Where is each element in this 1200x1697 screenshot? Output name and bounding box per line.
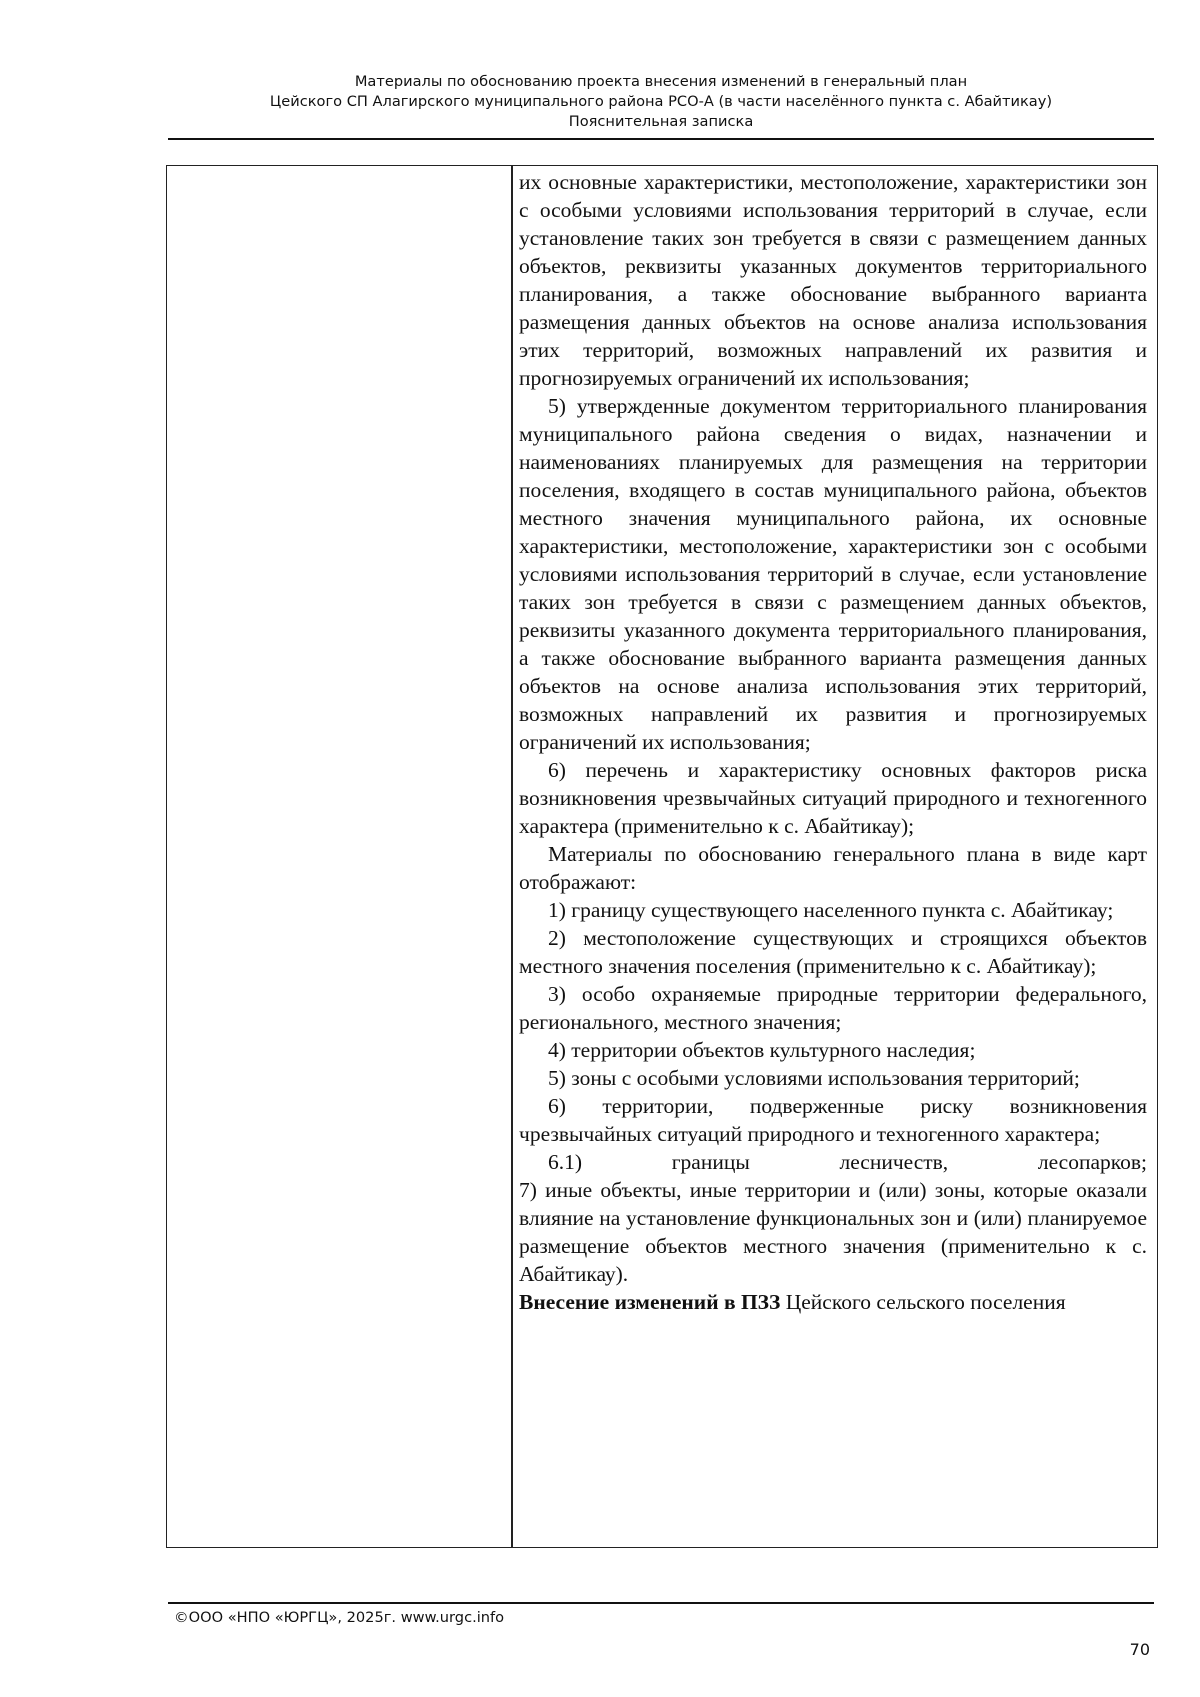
paragraph: 5) утвержденные документом территориального планирования муниципального района сведения о видах, назначении и наименованиях планируемых для размещения на территории поселения, входящего в состав муниципального района, объектов местного значения муниципального района, их основные характеристики, местоположение, характеристики зон с особыми условиями использования территорий в случае, если установление таких зон требуется в связи с размещением данных объектов, реквизиты указанного документа территориального планирования, а также обоснование выбранного варианта размещения данных объектов на основе анализа использования этих территорий, возможных направлений их развития и прогнозируемых ограничений их использования; bbox=[519, 394, 1147, 754]
page-number: 70 bbox=[1129, 1640, 1150, 1659]
header-line-3: Пояснительная записка bbox=[568, 113, 754, 130]
content-table bbox=[166, 165, 1158, 1548]
table-cell-right bbox=[519, 168, 1147, 1316]
header-divider bbox=[168, 138, 1154, 140]
column-divider bbox=[511, 166, 513, 1547]
header-line-2: Цейского СП Алагирского муниципального района РСО-А (в части населённого пункта с. Абайтикау) bbox=[269, 93, 1053, 110]
paragraph: 6) перечень и характеристику основных факторов риска возникновения чрезвычайных ситуаций природного и техногенного характера (применительно к с. Абайтикау); bbox=[519, 758, 1147, 838]
paragraph: Материалы по обоснованию генерального плана в виде карт отображают: bbox=[519, 842, 1147, 894]
list-item: 3) особо охраняемые природные территории федерального, регионального, местного значения; bbox=[519, 982, 1147, 1034]
header-line-1: Материалы по обоснованию проекта внесения изменений в генеральный план bbox=[354, 73, 968, 90]
footer-divider bbox=[168, 1602, 1154, 1604]
list-item: 7) иные объекты, иные территории и (или) зоны, которые оказали влияние на установление функциональных зон и (или) планируемое размещение объектов местного значения (применительно к с. Абайтикау). bbox=[519, 1178, 1147, 1286]
page-header bbox=[168, 72, 1154, 132]
paragraph-last bbox=[519, 1288, 1147, 1316]
list-item: 2) местоположение существующих и строящихся объектов местного значения поселения (применительно к с. Абайтикау); bbox=[519, 926, 1147, 978]
footer-copyright: ©ООО «НПО «ЮРГЦ», 2025г. www.urgc.info bbox=[174, 1609, 505, 1626]
paragraph: их основные характеристики, местоположение, характеристики зон с особыми условиями использования территорий в случае, если установление таких зон требуется в связи с размещением данных объектов, реквизиты указанных документов территориального планирования, а также обоснование выбранного варианта размещения данных объектов на основе анализа использования этих территорий, возможных направлений их развития и прогнозируемых ограничений их использования; bbox=[519, 170, 1147, 390]
table-cell-left bbox=[167, 166, 511, 1547]
bold-heading: Внесение изменений в ПЗЗ bbox=[519, 1290, 781, 1314]
paragraph-tail: Цейского сельского поселения bbox=[780, 1290, 1066, 1314]
list-item: 4) территории объектов культурного наследия; bbox=[548, 1038, 976, 1062]
list-item: 5) зоны с особыми условиями использования территорий; bbox=[548, 1066, 1080, 1090]
list-item: 6.1) границы лесничеств, лесопарков; bbox=[548, 1150, 1147, 1174]
list-item: 6) территории, подверженные риску возникновения чрезвычайных ситуаций природного и техногенного характера; bbox=[519, 1094, 1147, 1146]
list-item: 1) границу существующего населенного пункта с. Абайтикау; bbox=[548, 898, 1114, 922]
